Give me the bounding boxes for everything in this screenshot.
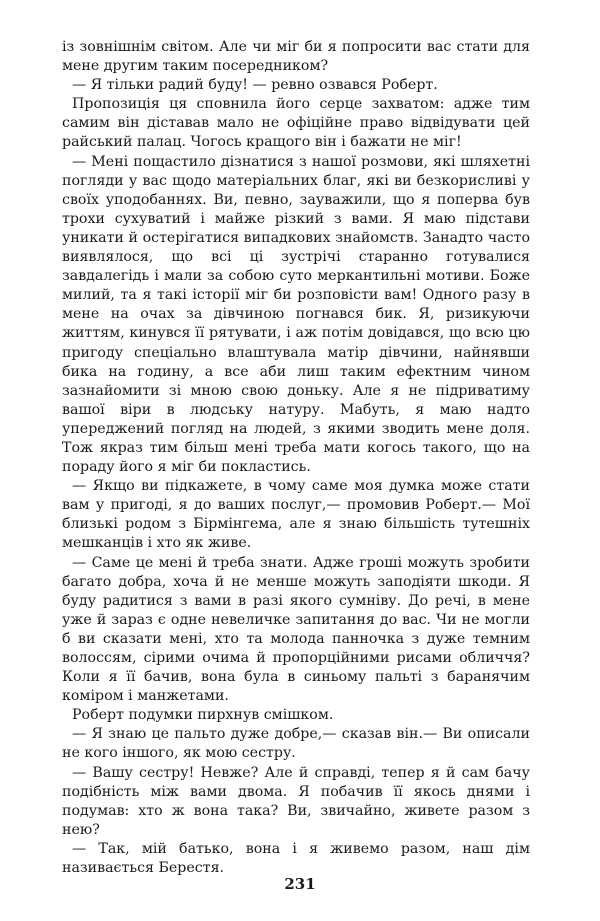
page-number: 231 <box>284 875 316 893</box>
page-text <box>62 38 530 878</box>
paragraph: — Саме це мені й треба знати. Адже гроші можуть зробити багато добра, хоча й не менше можуть заподіяти шкоди. Я буду радитися з вами в разі якого сумніву. До речі, в мене уже й зараз є одне невеличке запитання до вас. Чи не могли б ви сказати мені, хто та молода панночка з дуже темним волоссям, сірими очима й пропорційними рисами обличчя? Коли я її бачив, вона була в синьому пальті з баранячим коміром і манжетами. <box>62 554 530 705</box>
paragraph: — Вашу сестру! Невже? Але й справді, тепер я й сам бачу подібність між вами двома. Я побачив її якось днями і подумав: хто ж вона така? Ви, звичайно, живете разом з нею? <box>62 764 530 838</box>
paragraph: — Мені пощастило дізнатися з нашої розмови, які шляхетні погляди у вас щодо матеріальних благ, які ви безкорисливі у своїх уподобаннях. Ви, певно, зауважили, що я поперва був трохи сухуватий і майже різкий з вами. Я маю підстави уникати й остерігатися випадкових знайомств. Занадто часто виявлялося, що всі ці зустрічі старанно готувалися завдалегідь і мали за собою суто меркантильні мотиви. Боже милий, та я такі історії міг би розповісти вам! Одного разу в мене на очах за дівчиною погнався бик. Я, ризикуючи життям, кинувся її рятувати, і аж потім довідався, що всю цю пригоду спеціально влаштувала матір дівчини, найнявши бика на годину, а все аби лиш таким ефектним чином зазнайомити зі мною свою доньку. Але я не підриватиму вашої віри в людську натуру. Мабуть, я маю надто упереджений погляд на людей, з якими зводить мене доля. Тож якраз тим більш мені треба мати когось такого, що на пораду його я міг би покластись. <box>62 153 530 476</box>
paragraph: — Я знаю це пальто дуже добре,— сказав він.— Ви описали не кого іншого, як мою сестру. <box>62 726 530 762</box>
paragraph: Пропозиція ця сповнила його серце захватом: адже тим самим він діставав мало не офіційне право відвідувати цей райський палац. Чогось кращого він і бажати не міг! <box>62 96 530 151</box>
paragraph: Роберт подумки пирхнув смішком. <box>72 707 334 724</box>
paragraph: — Я тільки радий буду! — ревно озвався Роберт. <box>72 77 438 94</box>
paragraph: — Якщо ви підкажете, в чому саме моя думка може стати вам у пригоді, я до ваших послуг,— промовив Роберт.— Мої близькі родом з Бірмінгема, але я знаю більшість тутешніх мешканців і хто як живе. <box>62 478 530 552</box>
paragraph: — Так, мій батько, вона і я живемо разом, наш дім називається Берестя. <box>62 840 530 877</box>
paragraph: із зовнішнім світом. Але чи міг би я попросити вас стати для мене другим таким посередником? <box>62 39 530 75</box>
